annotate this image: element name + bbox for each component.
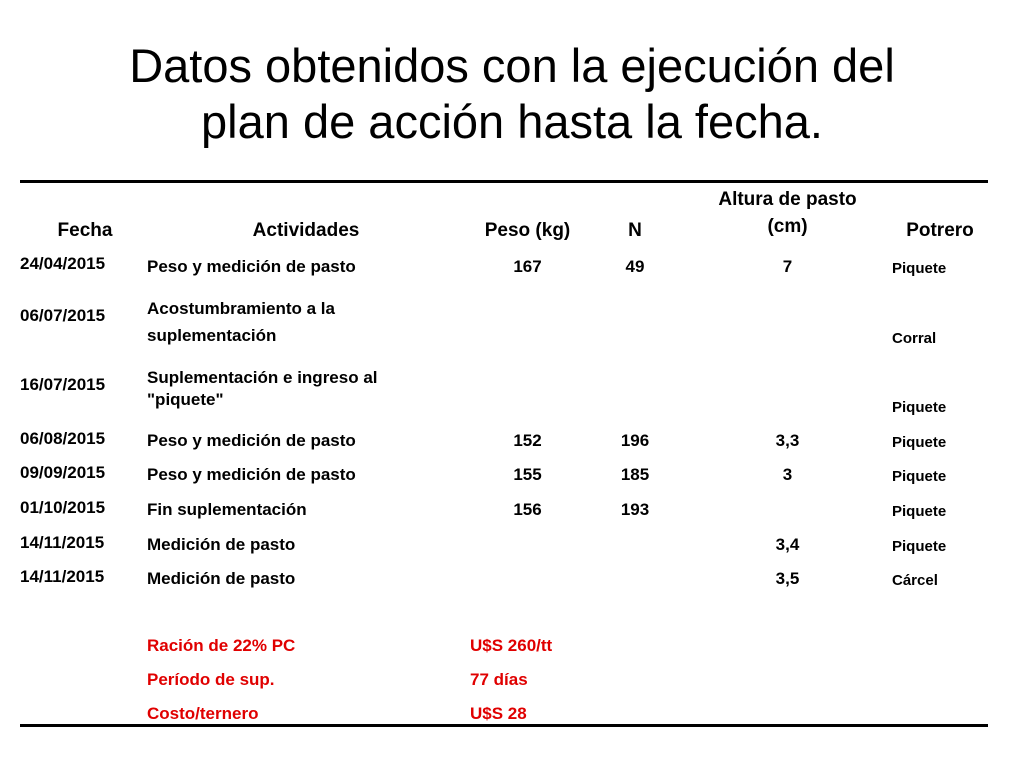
cell-actividad xyxy=(147,367,378,411)
cell-fecha: 01/10/2015 xyxy=(20,498,106,517)
cell-potrero: Piquete xyxy=(892,468,947,485)
cell-actividad: Peso y medición de pasto xyxy=(147,465,356,484)
summary-value: U$S 28 xyxy=(470,704,527,723)
cell-fecha: 06/08/2015 xyxy=(20,429,106,448)
cell-n: 49 xyxy=(625,257,645,276)
header-altura-line-2: (cm) xyxy=(767,216,808,237)
cell-potrero: Piquete xyxy=(892,399,947,416)
cell-actividad: Medición de pasto xyxy=(147,569,296,588)
summary-label: Costo/ternero xyxy=(147,704,259,723)
cell-potrero: Piquete xyxy=(892,538,947,555)
cell-actividad: Fin suplementación xyxy=(147,500,307,519)
cell-actividad-line-2: suplementación xyxy=(147,326,277,345)
header-potrero: Potrero xyxy=(906,220,974,241)
cell-potrero: Piquete xyxy=(892,434,947,451)
header-fecha: Fecha xyxy=(57,220,113,241)
cell-actividad xyxy=(147,298,335,347)
cell-fecha: 06/07/2015 xyxy=(20,306,106,325)
cell-actividad-line-1: Acostumbramiento a la xyxy=(147,299,335,318)
cell-peso: 167 xyxy=(513,257,542,276)
header-altura-line-1: Altura de pasto xyxy=(718,189,857,210)
cell-potrero: Cárcel xyxy=(892,572,938,589)
cell-altura: 3 xyxy=(782,465,793,484)
cell-peso: 156 xyxy=(513,500,542,519)
slide-title-line-1: Datos obtenidos con la ejecución del xyxy=(129,39,895,92)
summary-label: Período de sup. xyxy=(147,670,275,689)
cell-n: 185 xyxy=(620,465,650,484)
header-n: N xyxy=(628,220,642,241)
summary-value: 77 días xyxy=(470,670,528,689)
cell-altura: 3,5 xyxy=(775,569,800,588)
cell-peso: 152 xyxy=(513,431,542,450)
table-bottom-rule xyxy=(20,724,988,727)
cell-actividad-line-2: "piquete" xyxy=(147,390,224,409)
cell-n: 196 xyxy=(620,431,650,450)
cell-fecha: 24/04/2015 xyxy=(20,254,106,273)
cell-fecha: 14/11/2015 xyxy=(20,533,105,552)
summary-value: U$S 260/tt xyxy=(470,636,553,655)
cell-actividad: Peso y medición de pasto xyxy=(147,431,356,450)
cell-potrero: Piquete xyxy=(892,260,947,277)
summary-label: Ración de 22% PC xyxy=(147,636,296,655)
cell-actividad: Medición de pasto xyxy=(147,535,296,554)
cell-actividad: Peso y medición de pasto xyxy=(147,257,356,276)
cell-actividad-line-1: Suplementación e ingreso al xyxy=(147,368,378,387)
header-actividades: Actividades xyxy=(252,220,360,241)
cell-potrero: Corral xyxy=(892,330,937,347)
header-peso: Peso (kg) xyxy=(484,220,571,241)
cell-altura: 3,4 xyxy=(775,535,800,554)
cell-potrero: Piquete xyxy=(892,503,947,520)
cell-fecha: 14/11/2015 xyxy=(20,567,105,586)
cell-fecha: 16/07/2015 xyxy=(20,375,106,394)
table-top-rule xyxy=(20,180,988,183)
slide-title xyxy=(0,38,1024,150)
header-altura xyxy=(680,186,895,240)
cell-altura: 7 xyxy=(782,257,793,276)
cell-altura: 3,3 xyxy=(775,431,800,450)
cell-peso: 155 xyxy=(513,465,542,484)
slide-title-line-2: plan de acción hasta la fecha. xyxy=(201,95,823,148)
cell-n: 193 xyxy=(620,500,650,519)
cell-fecha: 09/09/2015 xyxy=(20,463,106,482)
